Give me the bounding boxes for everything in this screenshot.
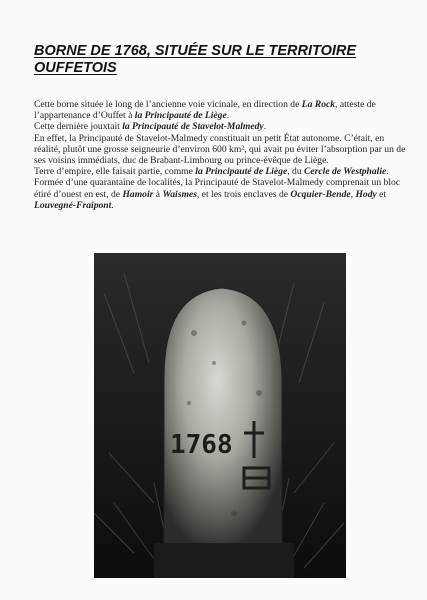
article-body: [34, 99, 406, 211]
title-line-2: OUFFETOIS: [34, 60, 117, 76]
text-run: à: [153, 188, 163, 200]
text-run: .: [263, 121, 267, 133]
text-run: , du: [287, 166, 305, 178]
text-run: et: [376, 188, 387, 200]
place-name: Hamoir: [122, 188, 154, 200]
place-name: Cercle de Westphalie: [304, 166, 387, 178]
text-run: Cette dernière jouxtait: [34, 121, 123, 133]
place-name: Hody: [355, 188, 377, 200]
place-name: La Rock: [301, 99, 336, 110]
stone-inscription: 1768: [170, 430, 233, 460]
ground: [154, 543, 294, 578]
text-run: , atteste de l’appartenance d’Ouffet à: [34, 99, 376, 122]
paragraph-4: [34, 166, 406, 177]
text-run: En effet, la Principauté de Stavelot-Malmedy constituait un petit État autonome. C’était, en réalité, plutôt une grosse seigneurie d’environ 600 km², qui avait pu éviter l’absorption par un de ses voisins immédiats, duc de Brabant-Limbourg ou prince-évêque de Liège.: [34, 132, 406, 167]
paragraph-3: [34, 133, 406, 167]
page-title: [34, 43, 394, 77]
boundary-stone-photo: [94, 253, 346, 578]
text-run: ,: [350, 188, 356, 200]
title-line-1: BORNE DE 1768, SITUÉE SUR LE TERRITOIRE: [34, 43, 357, 59]
place-name: la Principauté de Stavelot-Malmedy: [122, 121, 264, 133]
paragraph-1: [34, 99, 406, 121]
paragraph-5: [34, 177, 406, 211]
text-run: .: [386, 166, 389, 178]
text-run: Formée d’une quarantaine de localités, la Principauté de Stavelot-Malmedy comprenait un bloc étiré d’ouest en est, de: [34, 177, 401, 200]
place-name: la Principauté de Liège: [195, 166, 288, 178]
text-run: .: [111, 199, 114, 211]
photo-image: [94, 253, 346, 578]
place-name: Louvegné-Fraipont: [34, 199, 112, 211]
place-name: Ocquier-Bende: [290, 188, 351, 200]
stone: [164, 288, 282, 553]
text-run: , et les trois enclaves de: [196, 188, 291, 200]
text-run: .: [226, 110, 230, 122]
text-run: Terre d’empire, elle faisait partie, comme: [34, 166, 196, 178]
place-name: la Principauté de Liège: [134, 110, 227, 122]
place-name: Waismes: [162, 188, 197, 200]
text-run: Cette borne située le long de l’ancienne voie vicinale, en direction de: [34, 99, 302, 110]
paragraph-2: [34, 121, 406, 132]
